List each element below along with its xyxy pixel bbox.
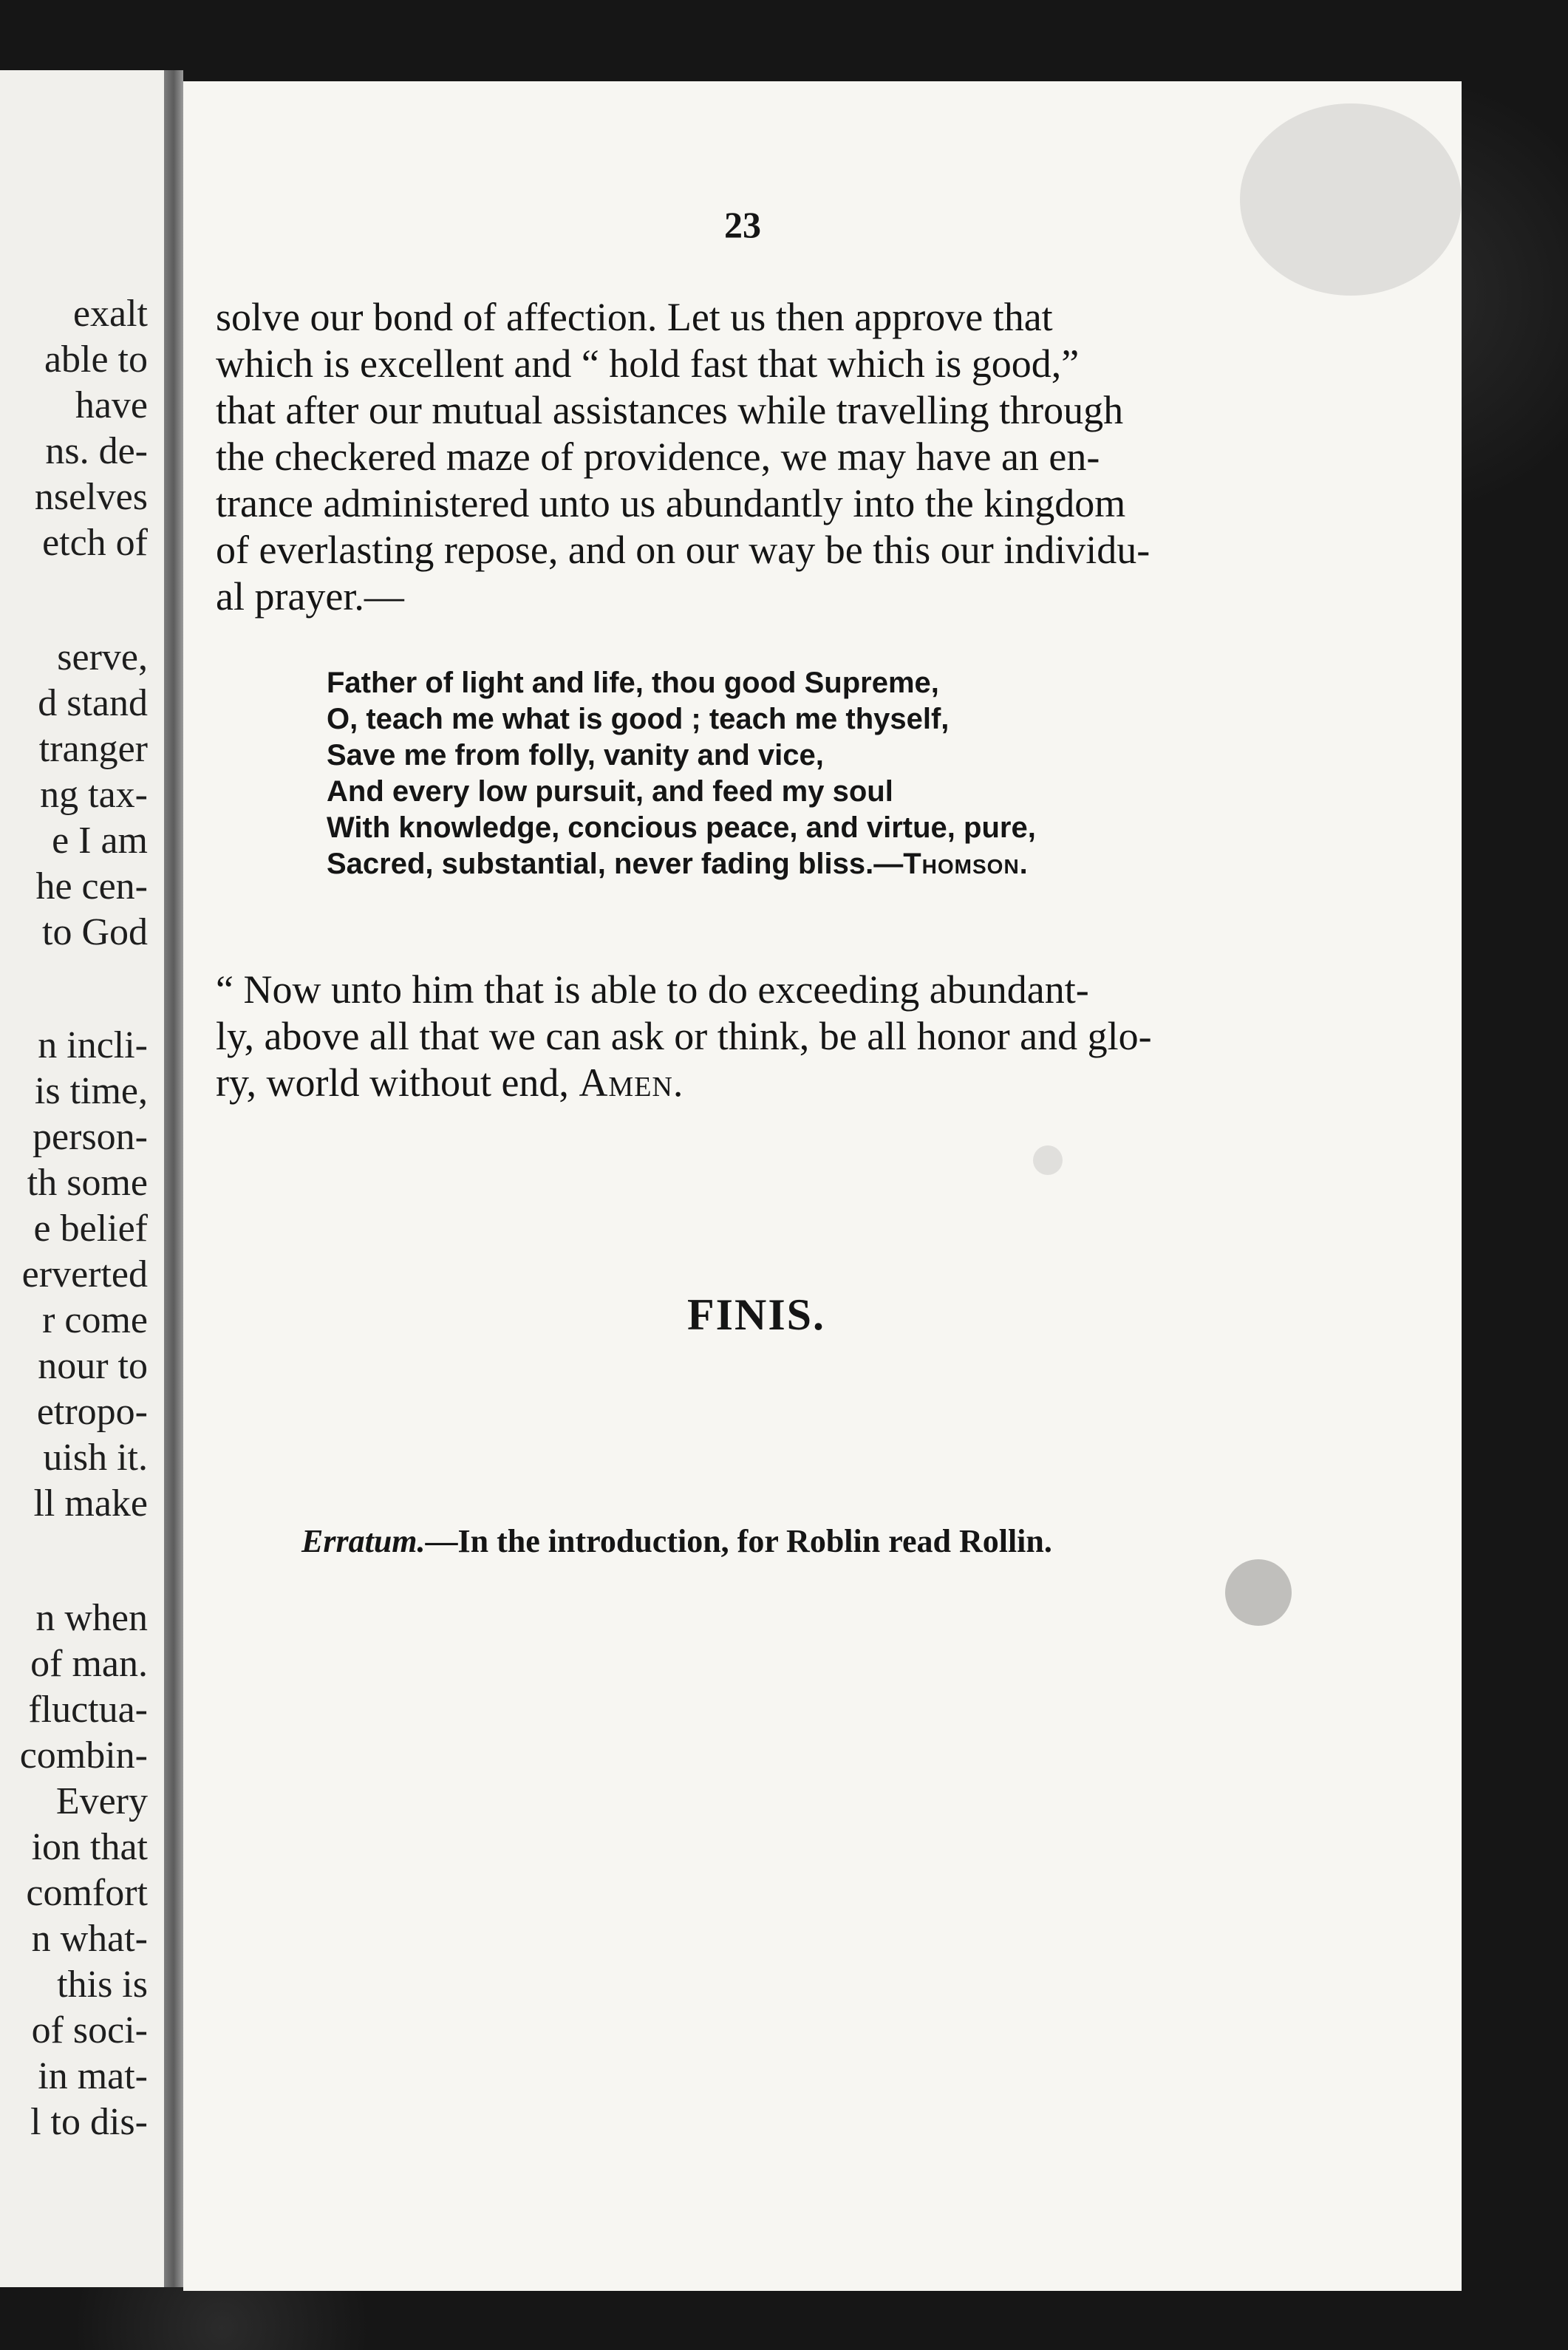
left-page-line: combin- xyxy=(19,1734,148,1777)
left-page-line: etropo- xyxy=(36,1391,148,1433)
left-page-line: he cen- xyxy=(35,865,148,907)
paragraph-benediction xyxy=(216,967,1302,1106)
erratum-label: Erratum. xyxy=(301,1523,426,1559)
left-page-line: able to xyxy=(44,338,148,381)
poem-line: And every low pursuit, and feed my soul xyxy=(327,775,893,808)
text-line: “ Now unto him that is able to do exceeding abundant- xyxy=(216,967,1089,1012)
left-page-line: is time, xyxy=(34,1070,148,1112)
left-page-line: exalt xyxy=(72,293,148,335)
poem-author: Thomson. xyxy=(903,848,1029,880)
text-line: that after our mutual assistances while travelling through xyxy=(216,388,1124,432)
text-line: trance administered unto us abundantly into the kingdom xyxy=(216,481,1126,525)
left-page-line: tranger xyxy=(38,728,148,770)
left-page-line: e belief xyxy=(33,1208,148,1250)
poem-line-last xyxy=(327,846,1036,882)
left-page-line: ns. de- xyxy=(45,430,148,472)
finis-heading: FINIS. xyxy=(687,1290,826,1339)
poem-line: Sacred, substantial, never fading bliss.— xyxy=(327,848,904,880)
left-page-line: have xyxy=(75,384,148,426)
left-page-line: nselves xyxy=(34,476,148,518)
left-page-line: this is xyxy=(57,1964,148,2006)
left-page-line: uish it. xyxy=(43,1437,148,1479)
paper-stain xyxy=(1240,103,1462,296)
text-line: the checkered maze of providence, we may have an en- xyxy=(216,435,1100,479)
text-line: which is excellent and “ hold fast that which is good,” xyxy=(216,341,1080,386)
erratum-text: —In the introduction, for Roblin read Rollin. xyxy=(425,1523,1052,1559)
left-page-line: of man. xyxy=(30,1643,148,1685)
text-line: al prayer.— xyxy=(216,574,404,619)
left-page-line: etch of xyxy=(42,522,148,564)
left-page-line: e I am xyxy=(52,820,148,862)
left-page-line: n incli- xyxy=(38,1024,148,1066)
left-page-line: person- xyxy=(33,1116,148,1158)
left-page-line: comfort xyxy=(26,1872,148,1914)
poem-line: Father of light and life, thou good Supreme, xyxy=(327,667,939,699)
page-number: 23 xyxy=(724,204,761,245)
poem-line: With knowledge, concious peace, and virtue, pure, xyxy=(327,811,1036,844)
left-page-line: n when xyxy=(35,1597,148,1639)
left-page-line: ion that xyxy=(31,1826,148,1868)
left-page-line: n what- xyxy=(31,1918,148,1960)
book-gutter xyxy=(164,70,183,2287)
left-page-line: ng tax- xyxy=(40,774,148,816)
poem-line: O, teach me what is good ; teach me thyself, xyxy=(327,703,950,735)
left-page-line: to God xyxy=(42,911,148,953)
left-page-line: erverted xyxy=(21,1253,148,1295)
left-page-line: fluctua- xyxy=(28,1689,148,1731)
amen-word: Amen. xyxy=(579,1060,684,1105)
left-page-fragment xyxy=(0,70,164,2287)
left-page-line: nour to xyxy=(38,1345,148,1387)
left-page-line: in mat- xyxy=(38,2055,148,2097)
text-line-last xyxy=(216,1060,1302,1106)
paper-stain xyxy=(1225,1559,1292,1626)
left-page-line: th some xyxy=(27,1162,148,1204)
left-page-line: d stand xyxy=(38,682,148,724)
text-line: ly, above all that we can ask or think, be all honor and glo- xyxy=(216,1014,1152,1058)
left-page-line: serve, xyxy=(57,636,148,678)
paper-stain xyxy=(1033,1145,1063,1175)
left-page-line: l to dis- xyxy=(30,2101,148,2143)
left-page-line: Every xyxy=(55,1780,148,1822)
left-page-line: r come xyxy=(42,1299,148,1341)
poem-line: Save me from folly, vanity and vice, xyxy=(327,739,824,772)
left-page-line: of soci- xyxy=(31,2009,148,2051)
text-line: ry, world without end, xyxy=(216,1060,569,1105)
erratum-note xyxy=(301,1522,1052,1560)
text-line: solve our bond of affection. Let us then approve that xyxy=(216,295,1053,339)
poem-quotation xyxy=(327,665,1036,882)
paragraph-prose xyxy=(216,294,1302,620)
left-page-line: ll make xyxy=(33,1482,148,1525)
text-line: of everlasting repose, and on our way be this our individu- xyxy=(216,528,1151,572)
